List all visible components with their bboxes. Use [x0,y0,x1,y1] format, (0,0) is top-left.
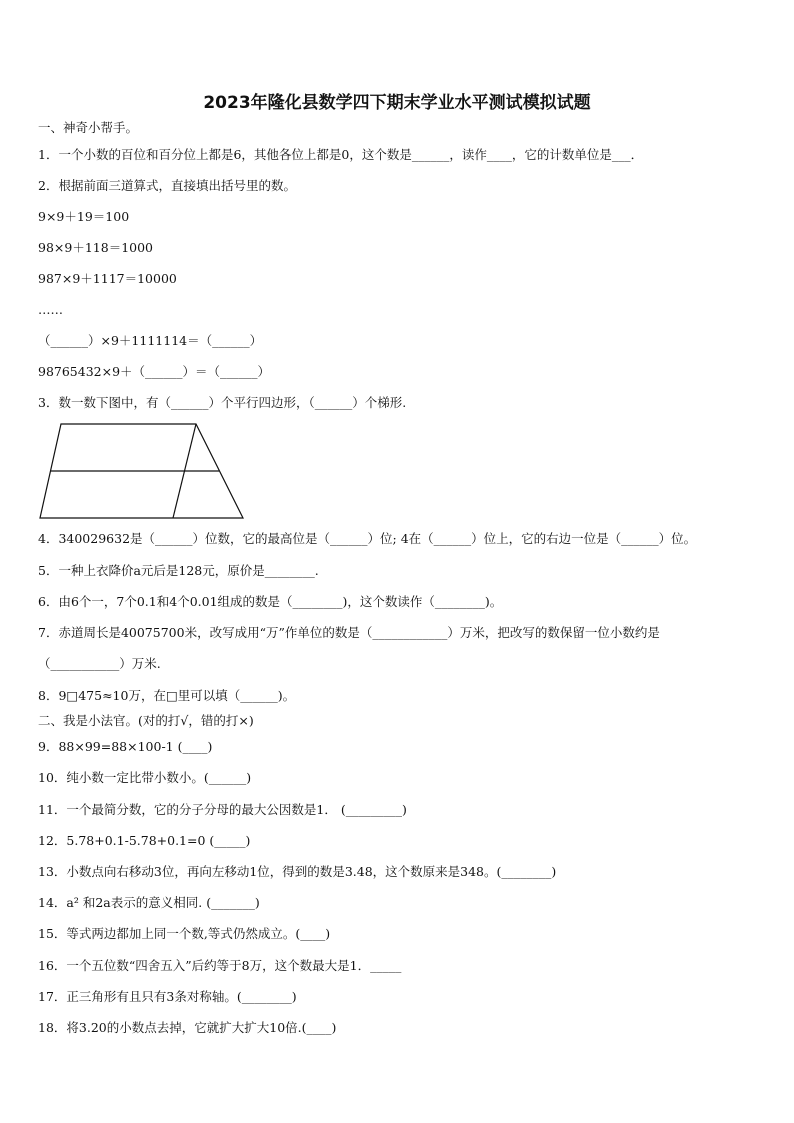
equation-2: 98×9＋118＝1000 [38,240,154,255]
question-10: 10．纯小数一定比带小数小。(______) [38,770,252,785]
question-18: 18．将3.20的小数点去掉，它就扩大扩大10倍.(____) [38,1020,337,1035]
question-7-line-2: （___________）万米. [38,656,161,671]
equation-1: 9×9＋19＝100 [38,209,130,224]
question-11: 11．一个最简分数，它的分子分母的最大公因数是1． (_________) [38,802,407,817]
question-15: 15．等式两边都加上同一个数,等式仍然成立。(____) [38,926,331,941]
question-5: 5．一种上衣降价a元后是128元，原价是________. [38,563,319,578]
question-17: 17．正三角形有且只有3条对称轴。(________) [38,989,297,1004]
question-16: 16．一个五位数“四舍五入”后约等于8万，这个数最大是1．_____ [38,958,402,973]
question-12: 12．5.78+0.1-5.78+0.1=0 (_____) [38,833,251,848]
question-6: 6．由6个一，7个0.1和4个0.01组成的数是（________)，这个数读作（________)。 [38,594,503,609]
section-heading-2: 二、我是小法官。(对的打√，错的打×) [38,713,254,728]
equation-5: 98765432×9＋（______）＝（______） [38,364,271,379]
page-title: 2023年隆化县数学四下期末学业水平测试模拟试题 [203,93,591,113]
question-7-line-1: 7．赤道周长是40075700米，改写成用“万”作单位的数是（____________）万米，把改写的数保留一位小数约是 [38,625,660,640]
question-14: 14．a² 和2a表示的意义相同. (_______) [38,895,260,910]
question-9: 9．88×99=88×100-1 (____) [38,739,213,754]
question-1: 1．一个小数的百位和百分位上都是6，其他各位上都是0，这个数是______，读作____，它的计数单位是___． [38,147,644,162]
question-4: 4．340029632是（______）位数，它的最高位是（______）位; 4在（______）位上，它的右边一位是（______）位。 [38,531,697,546]
section-heading-1: 一、神奇小帮手。 [38,120,139,135]
question-8: 8．9□475≈10万，在□里可以填（______)。 [38,688,296,703]
equation-3: 987×9＋1117＝10000 [38,271,177,286]
trapezoid-figure [38,422,248,520]
question-13: 13．小数点向右移动3位，再向左移动1位，得到的数是3.48，这个数原来是348。(________) [38,864,557,879]
ellipsis: …… [38,302,63,317]
question-3: 3．数一数下图中，有（______）个平行四边形，（______）个梯形. [38,395,407,410]
equation-4: （______）×9＋1111114＝（______） [38,333,263,348]
question-2: 2．根据前面三道算式，直接填出括号里的数。 [38,178,296,193]
